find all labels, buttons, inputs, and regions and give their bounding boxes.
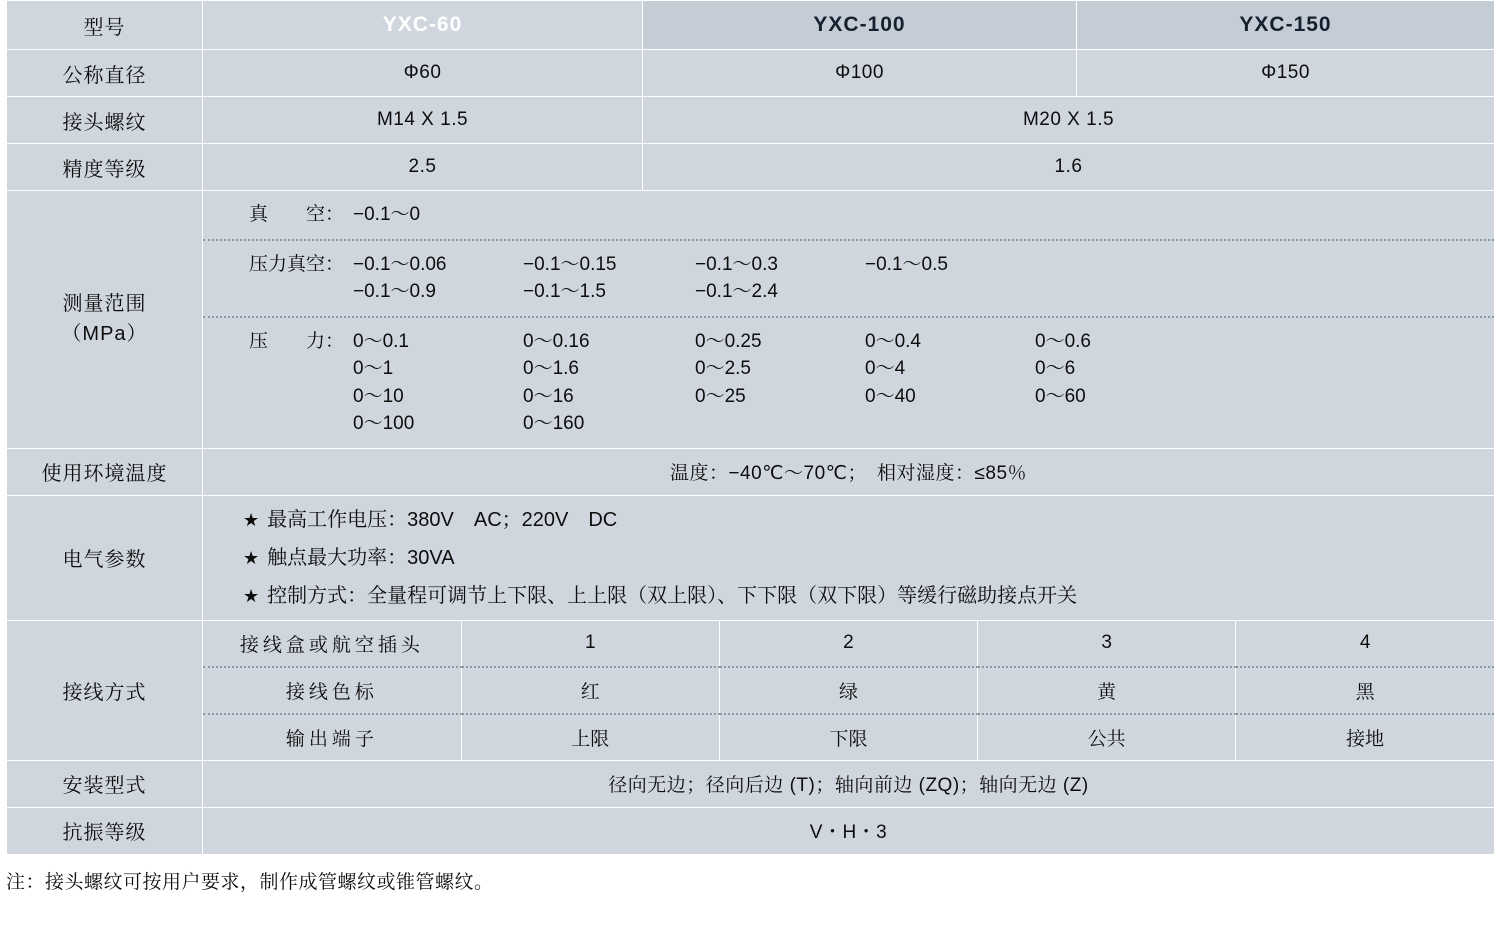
cell-diameter-100: Φ100 bbox=[643, 50, 1077, 97]
star-icon: ★ bbox=[243, 585, 260, 606]
table-row-model bbox=[7, 1, 1495, 50]
cell-accuracy-16: 1.6 bbox=[643, 144, 1495, 191]
range-value: 0～60 bbox=[1035, 385, 1086, 407]
wiring-value: 4 bbox=[1236, 621, 1494, 667]
range-group-pressure bbox=[203, 318, 1494, 448]
electrical-item-text: 触点最大功率：30VA bbox=[267, 546, 455, 569]
cell-diameter-60: Φ60 bbox=[203, 50, 643, 97]
electrical-item-text: 控制方式：全量程可调节上下限、上上限（双上限）、下下限（双下限）等缓行磁助接点开关 bbox=[267, 584, 1078, 607]
cell-diameter-150: Φ150 bbox=[1077, 50, 1495, 97]
electrical-item bbox=[243, 548, 1494, 568]
cell-model-yxc100: YXC-100 bbox=[643, 1, 1077, 50]
range-value: 0～0.25 bbox=[695, 330, 762, 352]
range-value: −0.1～0.3 bbox=[695, 253, 778, 275]
row-label-thread: 接头螺纹 bbox=[7, 97, 203, 144]
table-row-mounting bbox=[7, 760, 1495, 807]
range-value: −0.1～1.5 bbox=[523, 281, 606, 303]
wiring-value: 红 bbox=[461, 667, 719, 714]
range-value: 0～10 bbox=[353, 385, 404, 407]
range-value: 0～0.6 bbox=[1035, 330, 1091, 352]
specification-table bbox=[6, 0, 1495, 855]
wiring-value: 黑 bbox=[1236, 667, 1494, 714]
wiring-label-terminal: 输出端子 bbox=[203, 714, 461, 760]
wiring-sub-table bbox=[203, 621, 1494, 760]
wiring-value: 2 bbox=[719, 621, 977, 667]
row-label-measuring-range bbox=[7, 191, 203, 449]
electrical-item bbox=[243, 586, 1494, 606]
range-value: 0～160 bbox=[523, 413, 585, 435]
cell-thread-m14: M14 X 1.5 bbox=[203, 97, 643, 144]
electrical-item bbox=[243, 510, 1494, 530]
wiring-label-color: 接线色标 bbox=[203, 667, 461, 714]
range-value: 0～100 bbox=[353, 413, 415, 435]
cell-mounting-value: 径向无边；径向后边 (T)；轴向前边 (ZQ)；轴向无边 (Z) bbox=[203, 760, 1495, 807]
star-icon: ★ bbox=[243, 547, 260, 568]
cell-accuracy-25: 2.5 bbox=[203, 144, 643, 191]
wiring-value: 黄 bbox=[978, 667, 1236, 714]
table-row-ambient bbox=[7, 448, 1495, 495]
row-label-vibration: 抗振等级 bbox=[7, 807, 203, 854]
range-value: −0.1～0.15 bbox=[523, 253, 617, 275]
range-value: −0.1～0.9 bbox=[353, 281, 436, 303]
row-label-wiring: 接线方式 bbox=[7, 620, 203, 760]
row-label-nominal-diameter: 公称直径 bbox=[7, 50, 203, 97]
range-value: 0～2.5 bbox=[695, 358, 751, 380]
cell-model-yxc150: YXC-150 bbox=[1077, 1, 1495, 50]
wiring-label-connector: 接线盒或航空插头 bbox=[203, 621, 461, 667]
range-value: 0～40 bbox=[865, 385, 916, 407]
row-label-model: 型号 bbox=[7, 1, 203, 50]
range-value: 0～1.6 bbox=[523, 358, 579, 380]
range-value: 0～0.1 bbox=[353, 330, 409, 352]
cell-measuring-range bbox=[203, 191, 1495, 449]
cell-wiring bbox=[203, 620, 1495, 760]
range-key-compound: 压力真空： bbox=[249, 253, 345, 275]
range-value: −0.1～0.06 bbox=[353, 253, 447, 275]
range-value: −0.1～2.4 bbox=[695, 281, 778, 303]
range-key-pressure: 压 力： bbox=[249, 330, 345, 352]
range-values-compound bbox=[353, 251, 1494, 306]
wiring-value: 3 bbox=[978, 621, 1236, 667]
footnote: 注：接头螺纹可按用户要求，制作成管螺纹或锥管螺纹。 bbox=[6, 871, 494, 893]
row-label-accuracy: 精度等级 bbox=[7, 144, 203, 191]
row-label-ambient: 使用环境温度 bbox=[7, 448, 203, 495]
electrical-list bbox=[203, 496, 1494, 620]
range-values-vacuum bbox=[353, 201, 1494, 229]
wiring-value: 公共 bbox=[978, 714, 1236, 760]
range-value: 0～0.16 bbox=[523, 330, 590, 352]
range-values-pressure bbox=[353, 328, 1494, 438]
table-row-vibration bbox=[7, 807, 1495, 854]
wiring-value: 下限 bbox=[719, 714, 977, 760]
wiring-value: 1 bbox=[461, 621, 719, 667]
cell-vibration-value: V・H・3 bbox=[203, 807, 1495, 854]
table-row-thread bbox=[7, 97, 1495, 144]
wiring-row-terminal bbox=[203, 714, 1494, 760]
range-value: −0.1～0.5 bbox=[865, 253, 948, 275]
cell-electrical bbox=[203, 495, 1495, 620]
range-value: 0～0.4 bbox=[865, 330, 921, 352]
range-value: 0～25 bbox=[695, 385, 746, 407]
range-value: 0～6 bbox=[1035, 358, 1076, 380]
range-value: 0～4 bbox=[865, 358, 906, 380]
row-label-electrical: 电气参数 bbox=[7, 495, 203, 620]
range-key-vacuum: 真 空： bbox=[249, 204, 345, 225]
cell-ambient-value: 温度：−40℃～70℃； 相对湿度：≤85％ bbox=[203, 448, 1495, 495]
range-value: 0～16 bbox=[523, 385, 574, 407]
cell-model-yxc60: YXC-60 bbox=[203, 1, 643, 50]
range-group-vacuum bbox=[203, 191, 1494, 241]
range-value: −0.1～0 bbox=[353, 204, 421, 225]
wiring-value: 接地 bbox=[1346, 728, 1385, 750]
range-value: 0～1 bbox=[353, 358, 394, 380]
cell-thread-m20: M20 X 1.5 bbox=[643, 97, 1495, 144]
table-row-accuracy bbox=[7, 144, 1495, 191]
range-label-line2: （MPa） bbox=[61, 323, 148, 346]
wiring-value: 上限 bbox=[461, 714, 719, 760]
electrical-item-text: 最高工作电压：380V AC；220V DC bbox=[267, 508, 618, 531]
wiring-row-color bbox=[203, 667, 1494, 714]
table-row-measuring-range bbox=[7, 191, 1495, 449]
row-label-mounting: 安装型式 bbox=[7, 760, 203, 807]
range-group-compound bbox=[203, 241, 1494, 318]
table-row-nominal-diameter bbox=[7, 50, 1495, 97]
wiring-row-connector bbox=[203, 621, 1494, 667]
star-icon: ★ bbox=[243, 509, 260, 530]
table-row-wiring bbox=[7, 620, 1495, 760]
table-row-electrical bbox=[7, 495, 1495, 620]
wiring-value: 绿 bbox=[719, 667, 977, 714]
range-label-line1: 测量范围 bbox=[62, 293, 147, 316]
